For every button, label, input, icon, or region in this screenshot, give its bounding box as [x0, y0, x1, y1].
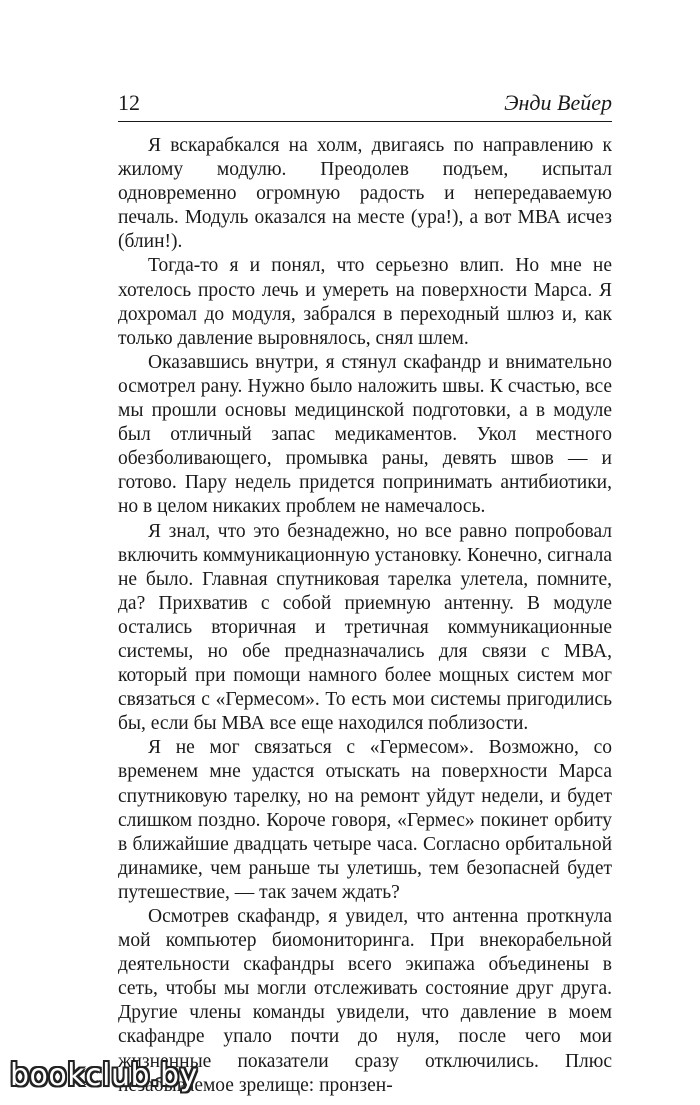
paragraph: Я вскарабкался на холм, двигаясь по направлению к жилому модулю. Преодолев подъем, испытал одновременно огромную радость и непередаваемую печаль. Модуль оказался на месте (ура!), а вот МВА исчез (блин!).: [118, 135, 612, 253]
paragraph: Я знал, что это безнадежно, но все равно попробовал включить коммуникационную установку. Конечно, сигнала не было. Главная спутниковая тарелка улетела, помните, да? Прихватив с собой приемную антенну. В модуле остались вторичная и третичная коммуникационные системы, но обе предназначались для связи с МВА, который при помощи намного более мощных систем мог связаться с «Гермесом». То есть мои системы пригодились бы, если бы МВА все еще находился поблизости.: [118, 520, 612, 735]
paragraph: Тогда-то я и понял, что серьезно влип. Но мне не хотелось просто лечь и умереть на поверхности Марса. Я дохромал до модуля, забрался в переходный шлюз и, как только давление выровнялось, снял шлем.: [118, 255, 612, 349]
author-name: Энди Вейер: [504, 90, 612, 115]
paragraph: Я не мог связаться с «Гермесом». Возможно, со временем мне удастся отыскать на поверхности Марса спутниковую тарелку, но на ремонт уйдут недели, и будет слишком поздно. Короче говоря, «Гермес» покинет орбиту в ближайшие двадцать четыре часа. Согласно орбитальной динамике, чем раньше ты улетишь, тем безопасней будет путешествие, — так зачем ждать?: [118, 737, 612, 903]
watermark: bookclub.by: [10, 1058, 198, 1093]
running-header: [118, 90, 612, 122]
header-rule: [118, 121, 612, 122]
paragraph: Оказавшись внутри, я стянул скафандр и внимательно осмотрел рану. Нужно было наложить швы. К счастью, все мы прошли основы медицинской подготовки, а в модуле был отличный запас медикаментов. Укол местного обезболивающего, промывка раны, девять швов — и готово. Пару недель придется попринимать антибиотики, но в целом никаких проблем не намечалось.: [118, 351, 612, 518]
page-number: 12: [118, 90, 140, 115]
body-text: [118, 134, 612, 1098]
paragraph: Осмотрев скафандр, я увидел, что антенна проткнула мой компьютер биомониторинга. При внекорабельной деятельности скафандры всего экипажа объединены в сеть, чтобы мы могли отслеживать состояние друг друга. Другие члены команды увидели, что давление в моем скафандре упало почти до нуля, после чего мои жизненные показатели сразу отключились. Плюс незабываемое зрелище: пронзен-: [118, 906, 612, 1096]
